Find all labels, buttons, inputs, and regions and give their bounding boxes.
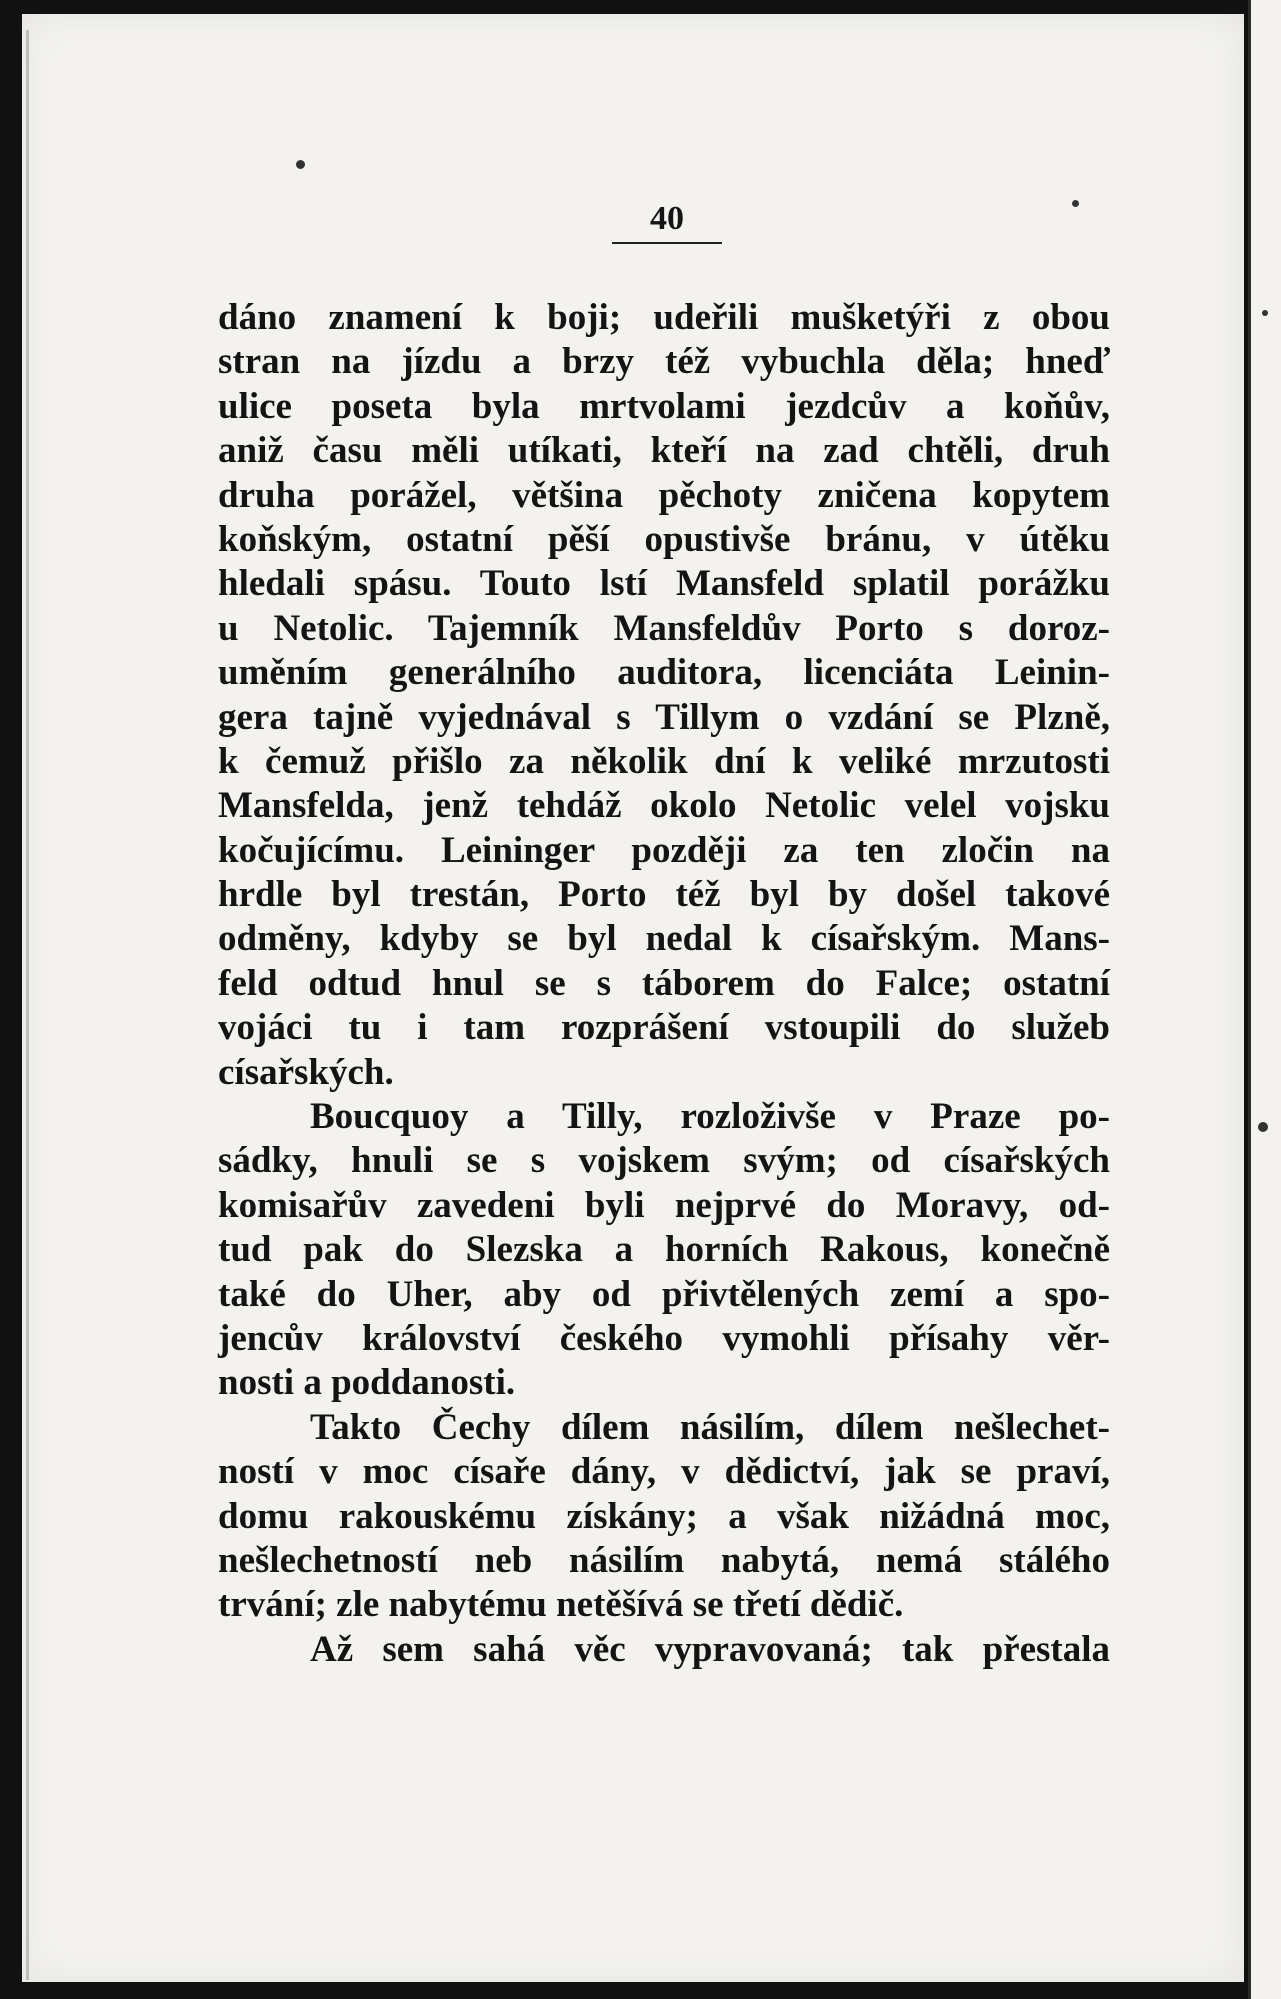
ink-speck [296,160,305,169]
ink-speck [1072,200,1079,207]
text-line: hrdle byl trestán, Porto též byl by došel takové [218,874,1110,916]
text-line: nosti a poddanosti. [218,1362,516,1404]
text-line: císařských. [218,1051,394,1093]
text-line: komisařův zavedeni byli nejprvé do Moravy, od- [218,1184,1110,1226]
text-line: vojáci tu i tam rozprášení vstoupili do služeb [218,1007,1110,1049]
text-line: ulice poseta byla mrtvolami jezdcův a koňův, [218,385,1110,427]
text-line: Takto Čechy dílem násilím, dílem nešlechet- [310,1406,1110,1448]
text-line: nešlechetností neb násilím nabytá, nemá stálého [218,1539,1110,1581]
text-line: kočujícímu. Leininger později za ten zločin na [218,829,1110,871]
text-line: tud pak do Slezska a horních Rakous, konečně [218,1229,1110,1271]
text-line: sádky, hnuli se s vojskem svým; od císařských [218,1140,1110,1182]
text-line: k čemuž přišlo za několik dní k veliké mrzutosti [218,740,1110,782]
text-line: druha porážel, většina pěchoty zničena kopytem [218,474,1110,516]
text-line: stran na jízdu a brzy též vybuchla děla; hneď [218,341,1110,383]
text-line: domu rakouskému získány; a však nižádná moc, [218,1495,1110,1537]
text-line: uměním generálního auditora, licenciáta Leinin- [218,652,1110,694]
text-line: koňským, ostatní pěší opustivše bránu, v útěku [218,518,1110,560]
page-number: 40 [612,200,722,244]
text-line: ností v moc císaře dány, v dědictví, jak se praví, [218,1451,1110,1493]
ink-speck [1262,310,1268,316]
page-left-edge [26,30,29,1980]
page-right-edge [1248,0,1281,1999]
body-text [218,296,1110,1672]
text-line: u Netolic. Tajemník Mansfeldův Porto s doroz- [218,607,1110,649]
text-line: Mansfelda, jenž tehdáž okolo Netolic velel vojsku [218,785,1110,827]
text-line: trvání; zle nabytému netěšívá se třetí dědič. [218,1584,904,1626]
text-line: dáno znamení k boji; udeřili mušketýři z obou [218,297,1110,338]
text-line: jencův království českého vymohli přísahy věr- [218,1317,1110,1359]
text-line: feld odtud hnul se s táborem do Falce; ostatní [218,962,1110,1004]
ink-speck [1258,1122,1268,1132]
text-line: odměny, kdyby se byl nedal k císařským. Mans- [218,918,1110,960]
text-line: Boucquoy a Tilly, rozloživše v Praze po- [310,1096,1110,1138]
text-line: gera tajně vyjednával s Tillym o vzdání se Plzně, [218,696,1110,738]
text-line: také do Uher, aby od přivtělených zemí a spo- [218,1273,1110,1315]
text-line: Až sem sahá věc vypravovaná; tak přestala [310,1628,1110,1670]
text-line: hledali spásu. Touto lstí Mansfeld splatil porážku [218,563,1110,605]
text-line: aniž času měli utíkati, kteří na zad chtěli, druh [218,430,1110,472]
